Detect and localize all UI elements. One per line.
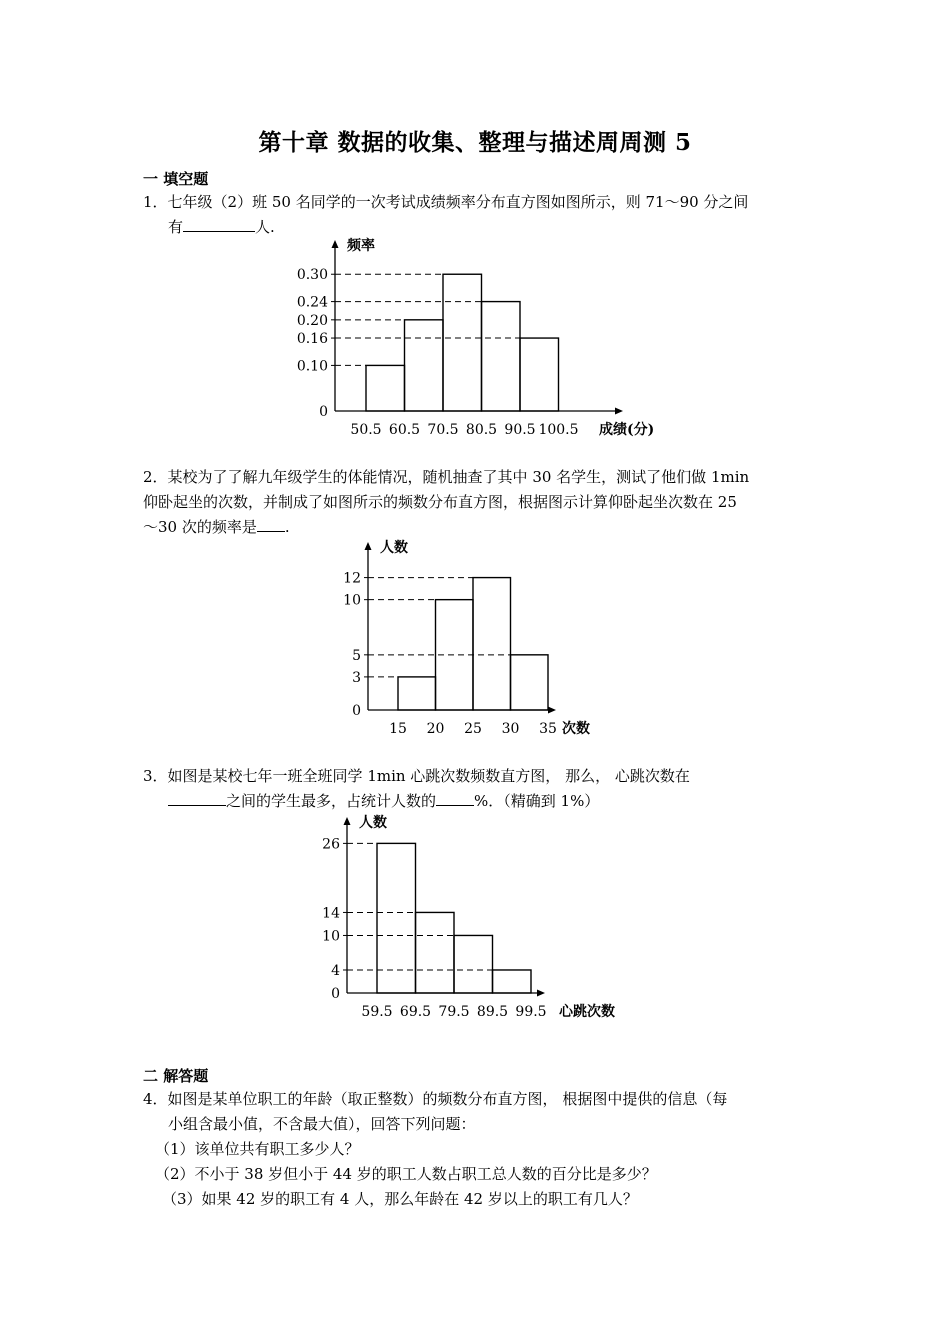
q2-chart-xtick-label-0: 15: [389, 721, 407, 737]
q3-line1: 3．如图是某校七年一班全班同学 1min 心跳次数频数直方图， 那么， 心跳次数在: [143, 767, 690, 785]
q3-chart-xtick-label-0: 59.5: [361, 1004, 393, 1020]
q1-chart-ytick-label-5: 0.30: [296, 267, 328, 284]
q4-line2: 小组含最小值，不含最大值），回答下列问题：: [168, 1115, 476, 1133]
q4-line1: 4．如图是某单位职工的年龄（取正整数）的频数分布直方图， 根据图中提供的信息（每: [143, 1090, 728, 1108]
q3-range-blank[interactable]: [168, 791, 226, 806]
q1-chart-ytick-label-3: 0.20: [296, 312, 328, 329]
q1-chart-xtick-label-3: 80.5: [465, 422, 498, 438]
q1-chart-bar-1: [405, 320, 444, 411]
q3-percent-blank[interactable]: [436, 791, 474, 806]
q1-chart-bar-2: [443, 274, 482, 411]
q1-histogram: [290, 240, 690, 445]
q2-chart-y-arrow: [365, 542, 372, 550]
q2-chart-ytick-label-2: 5: [352, 647, 361, 664]
section-answer-heading: 二 解答题: [143, 1067, 209, 1085]
section-fill-heading: 一 填空题: [143, 170, 209, 188]
q1-chart-xtick-label-2: 70.5: [427, 422, 459, 438]
q2-chart-bar-3: [511, 655, 549, 710]
q2-chart-ytick-label-3: 10: [343, 592, 361, 609]
q3-line2-end: %．（精确到 1%）: [474, 792, 600, 810]
q3-chart-bar-1: [416, 912, 455, 993]
q3-chart-bar-3: [493, 970, 532, 993]
q2-chart-ytick-label-1: 3: [352, 669, 361, 686]
q3-chart-ytick-label-3: 14: [322, 905, 340, 922]
q2-chart-ytick-label-4: 12: [343, 570, 361, 587]
q3-chart-xtick-label-1: 69.5: [399, 1004, 432, 1020]
q3-chart-ytick-label-1: 4: [331, 962, 340, 979]
q3-chart-x-arrow: [537, 990, 545, 997]
q4-sub1: （1）该单位共有职工多少人？: [155, 1140, 360, 1158]
q3-chart-y-arrow: [344, 817, 351, 825]
q2-histogram: [335, 540, 635, 740]
q4-sub2: （2）不小于 38 岁但小于 44 岁的职工人数占职工总人数的百分比是多少？: [155, 1165, 657, 1183]
q2-line3: [143, 517, 290, 537]
q2-chart-bar-0: [398, 677, 436, 710]
q3-chart-xtick-label-4: 99.5: [515, 1004, 547, 1020]
q3-line2: [168, 791, 599, 811]
q2-answer-blank[interactable]: [257, 517, 285, 532]
q2-chart-xtick-label-4: 35: [539, 721, 557, 737]
q3-chart-xlabel: 心跳次数: [559, 1004, 615, 1020]
q2-chart-xtick-label-2: 25: [464, 721, 482, 737]
q3-chart-bar-2: [454, 935, 493, 993]
q1-chart-xtick-label-0: 50.5: [350, 422, 382, 438]
q3-chart-xtick-label-2: 79.5: [438, 1004, 470, 1020]
q1-line2-end: 人.: [255, 218, 275, 236]
q1-chart-ytick-label-1: 0.10: [296, 358, 328, 375]
q1-chart-bar-4: [520, 338, 559, 411]
q2-chart-x-arrow: [548, 707, 556, 714]
q3-chart-bar-0: [377, 843, 416, 993]
q3-chart-ytick-label-2: 10: [322, 928, 340, 945]
q1-chart-ytick-label-4: 0.24: [296, 294, 328, 311]
q1-chart-x-arrow: [615, 408, 623, 415]
q2-chart-ytick-label-0: 0: [352, 703, 361, 719]
q1-line1: 1．七年级（2）班 50 名同学的一次考试成绩频率分布直方图如图所示，则 71～90 分之间: [143, 193, 749, 211]
q1-chart-xtick-label-5: 100.5: [538, 422, 579, 438]
q1-chart-xtick-label-4: 90.5: [504, 422, 536, 438]
q1-chart-y-arrow: [332, 240, 339, 248]
q1-line2-start: 有: [168, 218, 184, 236]
q3-chart-xtick-label-3: 89.5: [476, 1004, 509, 1020]
q1-line2: [168, 217, 275, 237]
page-title: 第十章 数据的收集、整理与描述周周测 5: [258, 129, 692, 156]
q2-line2: 仰卧起坐的次数，并制成了如图所示的频数分布直方图，根据图示计算仰卧起坐次数在 25: [143, 493, 737, 511]
q1-chart-ylabel: 频率: [347, 238, 375, 254]
q3-chart-ylabel: 人数: [359, 815, 387, 831]
q1-chart-ytick-label-0: 0: [319, 404, 328, 420]
q1-chart-bar-0: [366, 365, 405, 411]
q3-line2-mid: 之间的学生最多，占统计人数的: [226, 792, 437, 810]
q2-chart-xtick-label-1: 20: [426, 721, 445, 737]
q1-chart-bar-3: [482, 302, 521, 411]
q1-chart-ytick-label-2: 0.16: [296, 331, 328, 348]
q3-chart-ytick-label-0: 0: [331, 986, 340, 1002]
q3-histogram: [315, 815, 645, 1030]
q2-chart-xtick-label-3: 30: [501, 721, 520, 737]
q1-chart-xlabel: 成绩(分): [599, 422, 655, 438]
q1-answer-blank[interactable]: [183, 217, 255, 232]
q2-chart-bar-2: [473, 578, 511, 710]
q2-line1: 2．某校为了了解九年级学生的体能情况，随机抽查了其中 30 名学生，测试了他们做 1min: [143, 468, 750, 486]
q2-chart-xlabel: 次数: [562, 721, 590, 737]
q2-line3-end: .: [284, 518, 290, 536]
q2-line3-start: ～30 次的频率是: [143, 518, 257, 536]
q3-chart-ytick-label-4: 26: [322, 836, 340, 853]
q1-chart-xtick-label-1: 60.5: [388, 422, 421, 438]
q4-sub3: （3）如果 42 岁的职工有 4 人，那么年龄在 42 岁以上的职工有几人？: [162, 1190, 638, 1208]
q2-chart-ylabel: 人数: [380, 540, 408, 556]
